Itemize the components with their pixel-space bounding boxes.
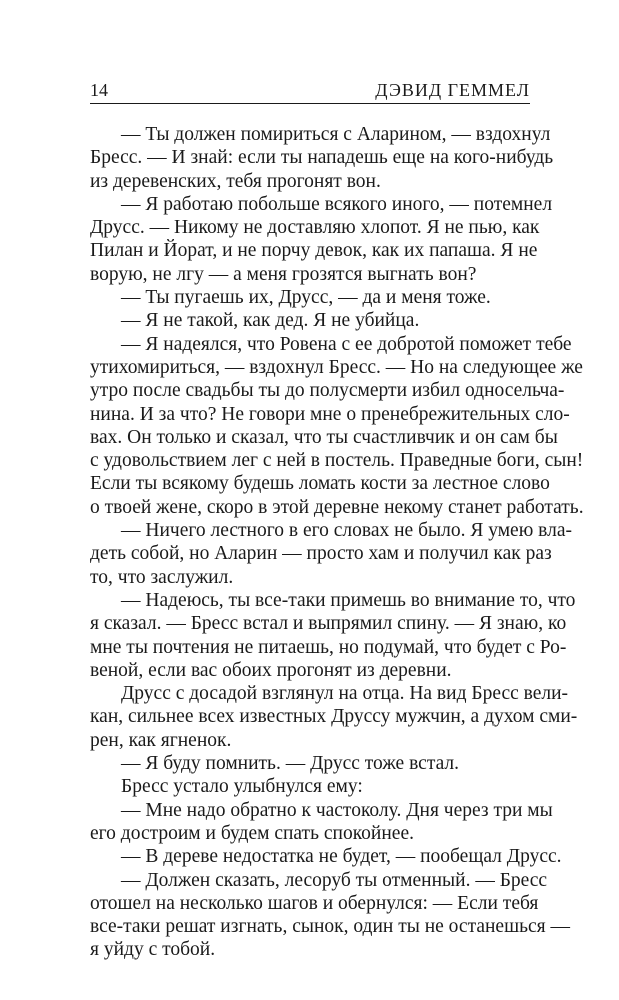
text-line: — Я надеялся, что Ровена с ее добротой поможет тебе [121,333,572,355]
text-line: утро после свадьбы ты до полусмерти избил односельча- [90,380,565,402]
paragraph [90,193,553,286]
text-line: кан, сильнее всех известных Друссу мужчин, а духом сми- [90,706,578,728]
body-text [90,123,584,962]
paragraph [90,752,530,775]
text-line: — Я буду помнить. — Друсс тоже встал. [121,753,460,775]
paragraph [90,799,553,846]
header-rule [90,103,530,104]
text-line: рен, как ягненок. [90,729,232,751]
paragraph [90,333,584,519]
text-line: все-таки решат изгнать, сынок, один ты не останешься — [90,916,570,938]
paragraph [90,775,530,798]
running-header [90,76,530,100]
text-line: его достроим и будем спать спокойнее. [90,822,414,844]
text-line: отошел на несколько шагов и обернулся: — Если тебя [90,892,539,914]
text-line: я уйду с тобой. [90,939,216,961]
text-line: то, что заслужил. [90,566,234,588]
text-line: — Ты должен помириться с Аларином, — вздохнул [121,124,551,145]
text-line: из деревенских, тебя прогонят вон. [90,170,381,192]
text-line: деть собой, но Аларин — просто хам и получил как раз [90,543,552,565]
page-number: 14 [90,80,108,100]
text-line: — Я работаю побольше всякого иного, — потемнел [121,193,553,215]
text-line: — В дереве недостатка не будет, — пообещал Друсс. [121,846,562,868]
text-line: Если ты всякому будешь ломать кости за лестное слово [90,473,550,495]
text-line: — Должен сказать, лесоруб ты отменный. — Бресс [121,869,548,891]
paragraph [90,845,562,868]
text-line: утихомириться, — вздохнул Бресс. — Но на следующее же [90,356,583,378]
text-line: я сказал. — Бресс встал и выпрямил спину. — Я знаю, ко [90,613,567,635]
paragraph [90,286,530,309]
text-line: — Мне надо обратно к частоколу. Дня через три мы [121,799,553,821]
text-line: Пилан и Йорат, и не порчу девок, как их папаша. Я не [90,240,538,262]
text-line: мне ты почтения не питаешь, но подумай, что будет с Ро- [90,636,567,658]
text-line: — Ты пугаешь их, Друсс, — да и меня тоже. [121,287,491,309]
text-line: ворую, не лгу — а меня грозятся выгнать вон? [90,263,477,285]
text-line: нина. И за что? Не говори мне о пренебрежительных сло- [90,403,570,425]
text-line: Бресс. — И знай: если ты нападешь еще на кого-нибудь [90,147,554,169]
running-title: ДЭВИД ГЕММЕЛ [375,80,530,100]
paragraph [90,589,576,682]
paragraph [90,309,530,332]
paragraph [90,869,570,962]
text-line: о твоей жене, скоро в этой деревне некому станет работать. [90,496,584,518]
paragraph [90,519,572,589]
text-line: Друсс. — Никому не доставляю хлопот. Я не пью, как [90,217,540,239]
text-line: с удовольствием лег с ней в постель. Праведные боги, сын! [90,450,584,472]
text-line: — Я не такой, как дед. Я не убийца. [121,310,420,332]
text-line: Друсс с досадой взглянул на отца. На вид Бресс вели- [121,683,569,705]
text-line: вах. Он только и сказал, что ты счастливчик и он сам бы [90,426,558,448]
text-line: Бресс устало улыбнулся ему: [121,776,363,798]
paragraph [90,123,554,193]
text-line: — Ничего лестного в его словах не было. Я умею вла- [121,520,572,542]
text-line: — Надеюсь, ты все-таки примешь во внимание то, что [121,589,576,611]
paragraph [90,682,578,752]
text-line: веной, если вас обоих прогонят из деревни. [90,659,452,681]
